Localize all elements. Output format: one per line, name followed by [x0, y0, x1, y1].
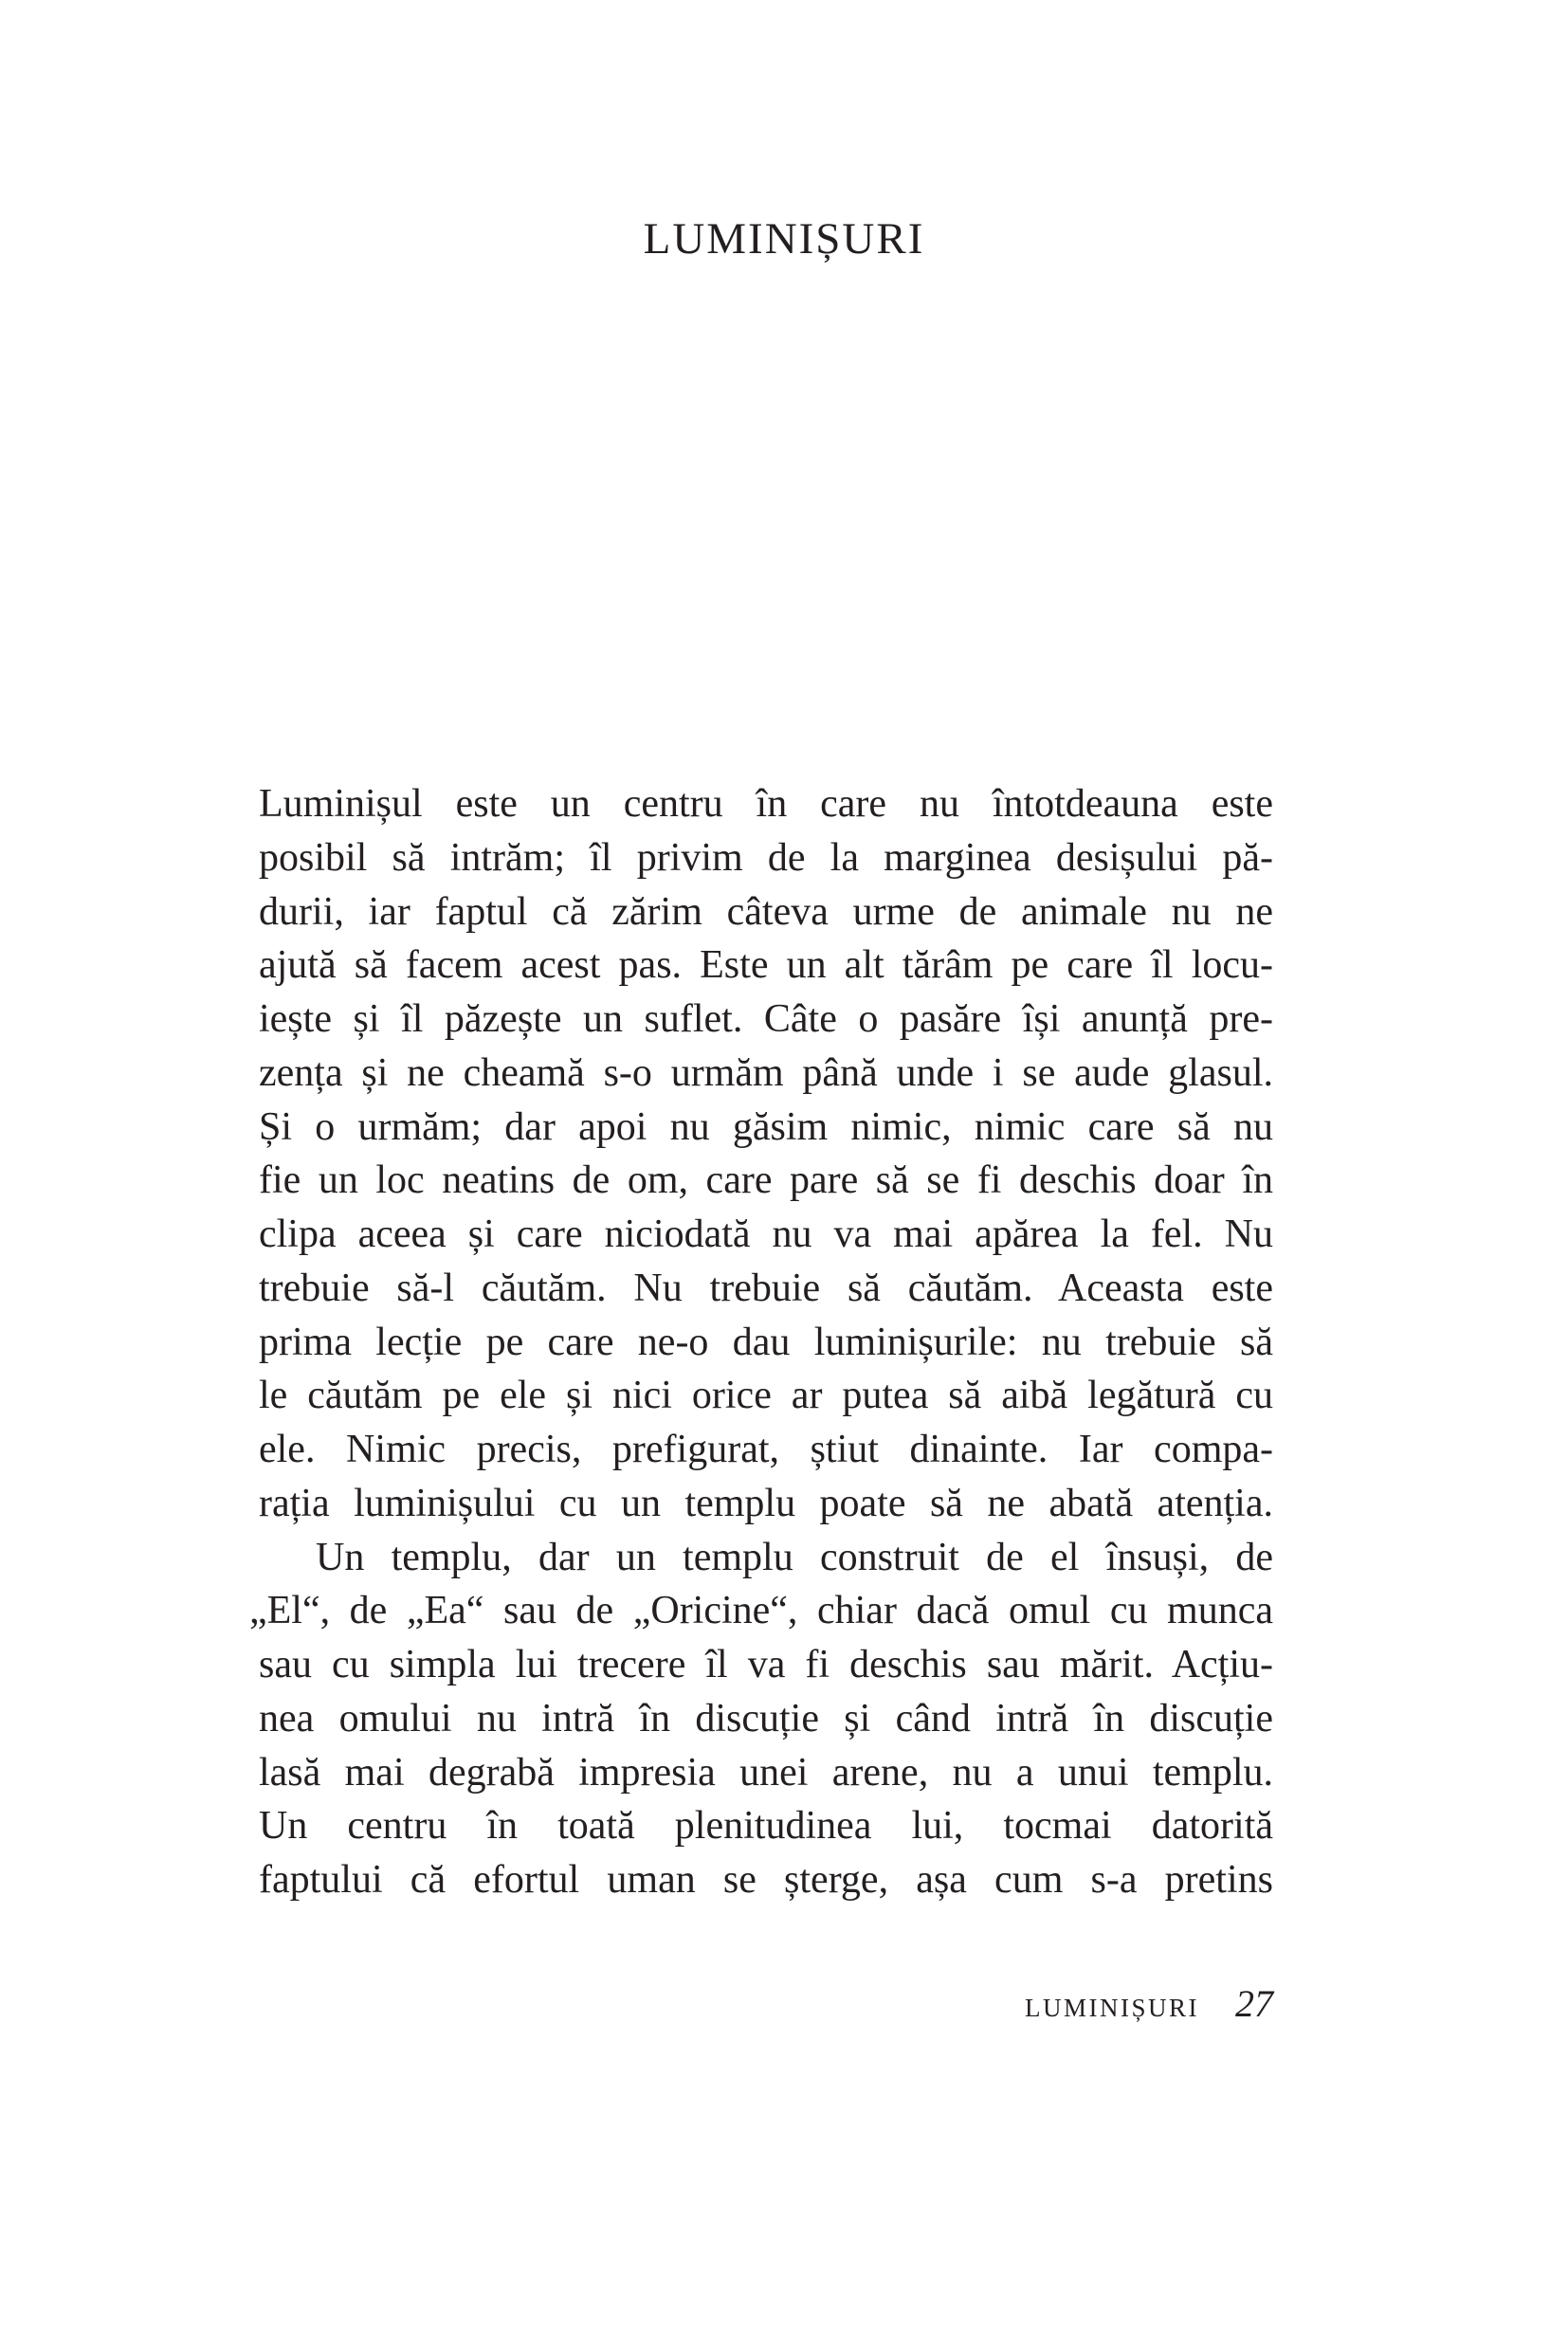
text-line: le căutăm pe ele și nici orice ar putea să aibă legătură cu — [259, 1374, 1273, 1418]
text-line: fie un loc neatins de om, care pare să se fi deschis doar în — [259, 1158, 1273, 1203]
text-line: prima lecție pe care ne-o dau luminișurile: nu trebuie să — [259, 1320, 1273, 1364]
text-line: Luminișul este un centru în care nu întotdeauna este — [259, 782, 1273, 826]
text-line: trebuie să-l căutăm. Nu trebuie să căutăm. Aceasta este — [259, 1266, 1273, 1310]
text-line: zența și ne cheamă s-o urmăm până unde i se aude glasul. — [259, 1050, 1273, 1095]
running-head: LUMINIȘURI — [1025, 1994, 1199, 2022]
text-line: lasă mai degrabă impresia unei arene, nu a unui templu. — [259, 1750, 1273, 1795]
text-line: Și o urmăm; dar apoi nu găsim nimic, nimic care să nu — [259, 1104, 1273, 1149]
text-line: Un centru în toată plenitudinea lui, tocmai datorită — [259, 1804, 1273, 1849]
text-line: ajută să facem acest pas. Este un alt tărâm pe care îl locu- — [259, 943, 1273, 988]
text-line: sau cu simpla lui trecere îl va fi deschis sau mărit. Acțiu- — [259, 1643, 1273, 1686]
page-footer — [1025, 1981, 1273, 2026]
text-line: faptului că efortul uman se șterge, așa cum s-a pretins — [259, 1858, 1273, 1902]
chapter-title: LUMINIȘURI — [643, 214, 925, 264]
text-line: nea omului nu intră în discuție și când intră în discuție — [259, 1696, 1273, 1740]
text-line: durii, iar faptul că zărim câteva urme de animale nu ne — [259, 889, 1273, 934]
page-number: 27 — [1235, 1982, 1273, 2025]
text-line: ele. Nimic precis, prefigurat, știut dinainte. Iar compa- — [259, 1428, 1273, 1471]
text-line: iește și îl păzește un suflet. Câte o pasăre își anunță pre- — [259, 997, 1273, 1041]
paragraph-start-line: Un templu, dar un templu construit de el însuși, de — [316, 1535, 1273, 1579]
text-line: rația luminișului cu un templu poate să ne abată atenția. — [259, 1481, 1273, 1525]
text-line: „El“, de „Ea“ sau de „Oricine“, chiar dacă omul cu munca — [249, 1589, 1273, 1633]
text-line: posibil să intrăm; îl privim de la marginea desișului pă- — [259, 835, 1273, 880]
text-line: clipa aceea și care niciodată nu va mai apărea la fel. Nu — [259, 1212, 1273, 1256]
body-text — [249, 777, 1273, 1907]
